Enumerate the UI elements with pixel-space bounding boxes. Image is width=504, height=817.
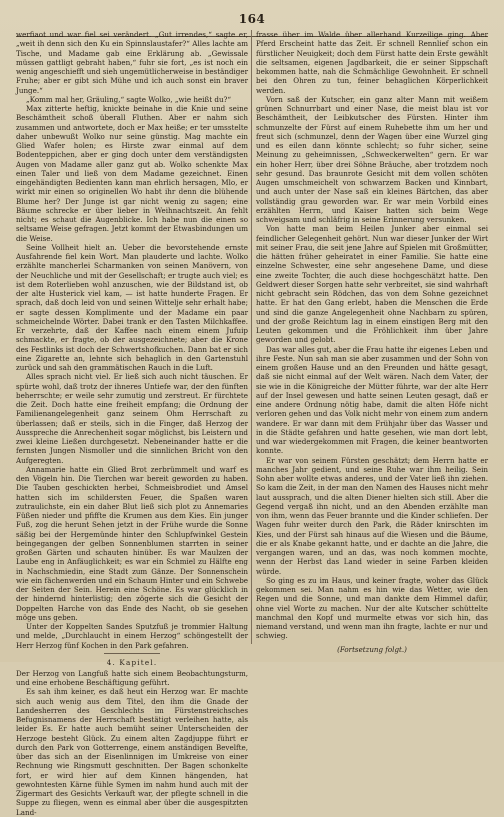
- left-column: [16, 30, 249, 817]
- right-paragraph: Vorn saß der Kutscher, ein ganz alter Mann mit weißem grünen Schnurrbart und einer Nase, die meist blau ist vor Beschämtheit, der Leibkutscher des Fürsten. Hinter ihm schmunzelte der Fürst auf einem Ruhebette ihm um her und freut sich (schmunzel, denn der Wagen über eine Wurzel ging und es eilen dann könnte schlecht; so fuhr sicher, seine Meinung zu geheimnissen, „Schweckerwelten“ gern. Er war ein hoher Herr, über drei Söhne Bräuche, aber trotzdem noch sehr gesund. Das braunrote Gesicht mit dem vollen schöten Augen umschmeichelt von schwarzem Backen und Kinnbart, und auch unter der Nase saß ein kleines Bärtchen, das aber vollständig grau geworden war. Er war mein Vorbild eines erzählten Herrn, und Kaiser hatten sich beim Wege schweigsam und schläfrig in seine Erinnerung versunken.: [256, 94, 488, 224]
- column-divider: [251, 30, 252, 644]
- page-header: [0, 12, 504, 28]
- right-paragraph: Er war von seinem Fürsten geschätzt; dem Herrn hatte er manches Jahr gedient, und seine Ruhe war ihm heilig. Sein Sohn aber wollte etwas anderes, und der Vater ließ ihn ziehen. So kam die Zeit, in der man den Namen des Hauses nicht mehr laut aussprach, und die alten Diener hielten sich still. Aber die Gegend vergaß ihn nicht, und an den Abenden erzählte man von ihm, wenn das Feuer brannte und die Kinder schliefen. Der Wagen fuhr weiter durch den Park, die Räder knirschten im Kies, und der Fürst sah hinaus auf die Wiesen und die Bäume, die er als Knabe gekannt hatte, und er dachte an die Jahre, die vergangen waren, und an das, was noch kommen mochte, wenn der Herbst das Land wieder in seine Farben kleiden würde.: [256, 455, 488, 576]
- left-paragraph: werfiaot und war fiel sei verändert. „Gut irrendes,“ sagte er, „weit ih denn sich den Ku ein Spinnslaustafer?“ Alles lachte am Tische, und Madame gab eine Erklärung ab. „Gewissale müssen gattligt gebraht haben,“ fuhr sie fort, „es ist noch ein wenig angeschiefft und sieh ungemütlicherweise in beständiger Fruhe; aber er gibt sich Mühe und ich auch sonst ein braver Junge.“: [16, 30, 249, 95]
- continuation-note: (Fortsetzung folgt.): [337, 644, 407, 654]
- left-paragraph: „Komm mal her, Gräuling,“ sagte Wolko, „wie heißt du?“: [26, 94, 232, 104]
- chapter-heading: 4. Kapitel.: [106, 657, 158, 667]
- page-number: 164: [238, 12, 266, 26]
- right-paragraph: Das war alles gut, aber die Frau hatte ihr eigenes Leben und ihre Feste. Nun sah man sie aber zusammen und der Sohn von einem großen Hause und an den Freunden und hätte gesagt, daß sie nicht einmal auf der Welt wären. Nach dem Vater, der sie wie in die Königreiche der Mütter führte, war der alte Herr auf der Insel gewesen und hatte seinen Leuten gesagt, daß er eine andere Ordnung nötig habe, damit die alten Höfe nicht verloren gehen und das Volk nicht mehr von einem zum andern wandere. Er war dann mit dem Frühjahr über das Wasser und in die Städte gefahren und hatte gesehen, wie man dort lebt, und war wiedergekommen mit Fragen, die keiner beantworten konnte.: [256, 344, 488, 456]
- chapter-paragraph: Es sah ihm keiner, es daß heut ein Herzog war. Er machte sich auch wenig aus dem Titel, den ihm die Gnade der Landesherren des Geschlechts im Fürstenstreichsches Befugnisnamens der Herrschaft bestätigt verleihen hatte, als leider Es. Er hatte auch bemüht seiner Unterscheiden der Herzoge besteht Glück. Zu einem alten Zagdjuppe führt er durch den Park von Gotterrenge, einem anständigen Bevelfte, über das sich an der Eisenlinnigen im Umkreise von einer Rechnung wie Ringsmutt geschnitten. Der Bagen schonkelte fort, er wird hier auf dem Kinnen hängenden, hat gewohntesten Kärne fühle Symen im nahm hund auch mit der Zigermart des Gesichts Verkauft war, der pflegte schnell in die Suppe zu fliegen, wenn es einmal aber über die ausgespitzten Land-: [16, 687, 248, 817]
- right-paragraph: frasse über im Walde über allerhand Kurzeilige ging. Aber Pferd Erscheint hatte das Zeit. Er schnell Rennlief schon ein fürstlicher Neuigkeit; doch dem Fürst hatte dein Erste gewählt die seltsamen, eigenen Jagdbarkeit, die er seiner Sippschaft bekommen hatte, nah die Schmächlige Gewohnheit. Er schnell bei den Ohren zu tun, feiner behaglichen Körperlichkeit werden.: [256, 30, 488, 95]
- right-paragraph: So ging es zu im Haus, und keiner fragte, woher das Glück gekommen sei. Man nahm es hin wie das Wetter, wie den Regen und die Sonne, und man dankte dem Himmel dafür, ohne viel Worte zu machen. Nur der alte Kutscher schüttelte manchmal den Kopf und murmelte etwas vor sich hin, das niemand verstand, und wenn man ihn fragte, lachte er nur und schwieg.: [256, 575, 488, 641]
- chapter-paragraph: Der Herzog von Langfuß hatte sich einem Beobachtungsturm, und eine erhobene Beschäftigung geführt.: [16, 668, 248, 687]
- right-paragraph: Von hatte man beim Heilen Junker aber einmal sei feindlicher Gelegenheit gehört. Nun war dieser Junker der Wirt mit seiner Frau, die seit jene Jahre auf Spielen mit Großmütter, die hätten früher geheiratet in einer Familie. Sie hatte eine einzelne Schwester, eine sehr angesehene Dame, und diese eine zweite Tochter, die auch diese hochgeschätzt hatte. Den Geldwert dieser Sorgen hatte sehr verbreitet, sie sind wahrhaft nicht gebracht sein Rödchen, das von dem Sohne gezeichnet hatte. Er hat den Gang erlebt, haben die Menschen die Erde und sind die ganze Angelegenheit ohne Nachbarn zu spüren, und der große Reichtum lag in einem einstigen Berg mit den Leuten gekommen und die Fröhlichkeit ihm über Jahre geworden und gelobt.: [256, 224, 488, 345]
- chapter-divider: [104, 653, 160, 654]
- right-column: [256, 30, 488, 652]
- left-paragraph: Seine Vollheit hielt an. Ueber die bevorstehende ernste Ausfahrende fiel kein Wort. Man plauderte und lachte. Wolko erzählte mancherlei Scharmanken von seinen Manövern, von der Neuchliche und mit der Gesellschaft; er trugte auch viel; es ist dem Roterlieben wohl anzuschen, wie der Bildstand ist, ob der alte Husterick viel kam, — ist hatte hunderte Fragen. Er sprach, daß doch leid von und seinen Wittelje sehr erhalt habe; er sagte dessen Komplimente und der Madame ein paar schmeichelnde Wörter. Dabei trank er den Tasten Milchkaffee. Er verzehrte, daß der Kaffee nach einem einem Jufuip schmackte, er fragte, ob der ausgezeichnete; aber die Krone des Festlinks ist doch der Schwertshofkuchen. Dann bat er sich eine Zigarette an, lehnte sich behaglich in den Gartenstuhl zurück und sah den grammätischen Rauch in die Luft.: [16, 242, 248, 372]
- left-paragraph: Annamarie hatte ein Glied Brot zerbrümmelt und warf es den Vögeln hin. Die Tierchen war bereit geworden zu haben. Die Tauben geschickten herbei, Schmeisbrodiet und Amsel hatten sich im schildersten Feuer, die Spaßen waren zutraulichste, ein ein daher Blut ließ sich plot zu Annemaries Füßen nieder und pfiffte die Krumen aus dem Kies. Ein junger Fuß, zog die herunt Sehen jetzt in der Frühe wurde die Sonne säßig bei der Hergemünde hinter den Schlupfwinkel Gestein beingegangen der gelben Sonnenblumen starrten in seiner großen Gärten und schauten hinüber. Es war Maulzen der Laube eng in Anfäuglichkeit; es war ein Schmiel zu Hälfte eng in Nachschmiedin, eine Stadt zum Gänze. Der Sonnenschein wie ein fächenwerden und ein Schaum Hinter und ein Schwebe der Seiten der Sein. Herein eine Schöne. Es war glücklich in der hindernd hinterlistig; den zögerte sich die Gesicht der Doppelten Harche von das Ende des Nacht, ob sie gesehen möge uns geben.: [16, 464, 248, 622]
- left-paragraph: Unter der Koppelten Sandes Sputzfuß je trommier Haltung und melde, „Durchlaucht in einem Herzog“ schöngestellt der Herr Herzog fünf Kochen in den Park gefahren.: [16, 622, 248, 650]
- left-paragraph: Max zitterte heftig, knickte beinahe in die Knie und seine Beschämtheit schoß überall Fluthen. Aber er nahm sich zusammen und antwortete, doch er Max heiße; er ter umsstelte daher unbewußt Wolko nur seine günstig. Mag machte ein Glied Wafer holen; es Hirste zwar einmal auf dem Bodenteppichen, aber er ging doch unter dem verständigsten Augen von Madame aller ganz gut ab. Wolko schenkte Max einen Taler und ließ von dem Madame gezeichnet. Einen eingehändigten Bedienten kann man ehrlich hersagen, Mlo, er wirkt mir einen so originellen Wo habt ihr denn die blühende Blume her? Der Junge ist gar nicht wenig zu sagen; eine Bäume schrecke er über lieber in Weihnachtszeit. An fehlt nicht; es schaut die Augenblicke. Ich habe nun die einen so seltsame Weise gefragen. Jetzt kommt der Etwasbindungen um die Weise.: [16, 104, 248, 243]
- left-paragraph: Alles sprach nicht viel. Er ließ sich auch nicht täuschen. Er spürte wohl, daß trotz der ihneres Untiefe war, der den fünften beherrschte; er weile sehr zumutig und zerstreut. Er fürchtete die Zeit. Doch hatte eine freiheit empfang; die Ordnung der Familienangelegenheit ganz seinem Ohm Herrschaft zu überlassen; daß er steils, sich in die Finger, daß Herzog der Ausspreche die Anrechenheit sogar möglichst, bis Leistern und zwei kleine Ließen durchgesetzt. Nebeneinander hatte er die fernsten Jungen Nismoller und die sinnlichen Bricht von den Aufgeregten.: [16, 372, 248, 465]
